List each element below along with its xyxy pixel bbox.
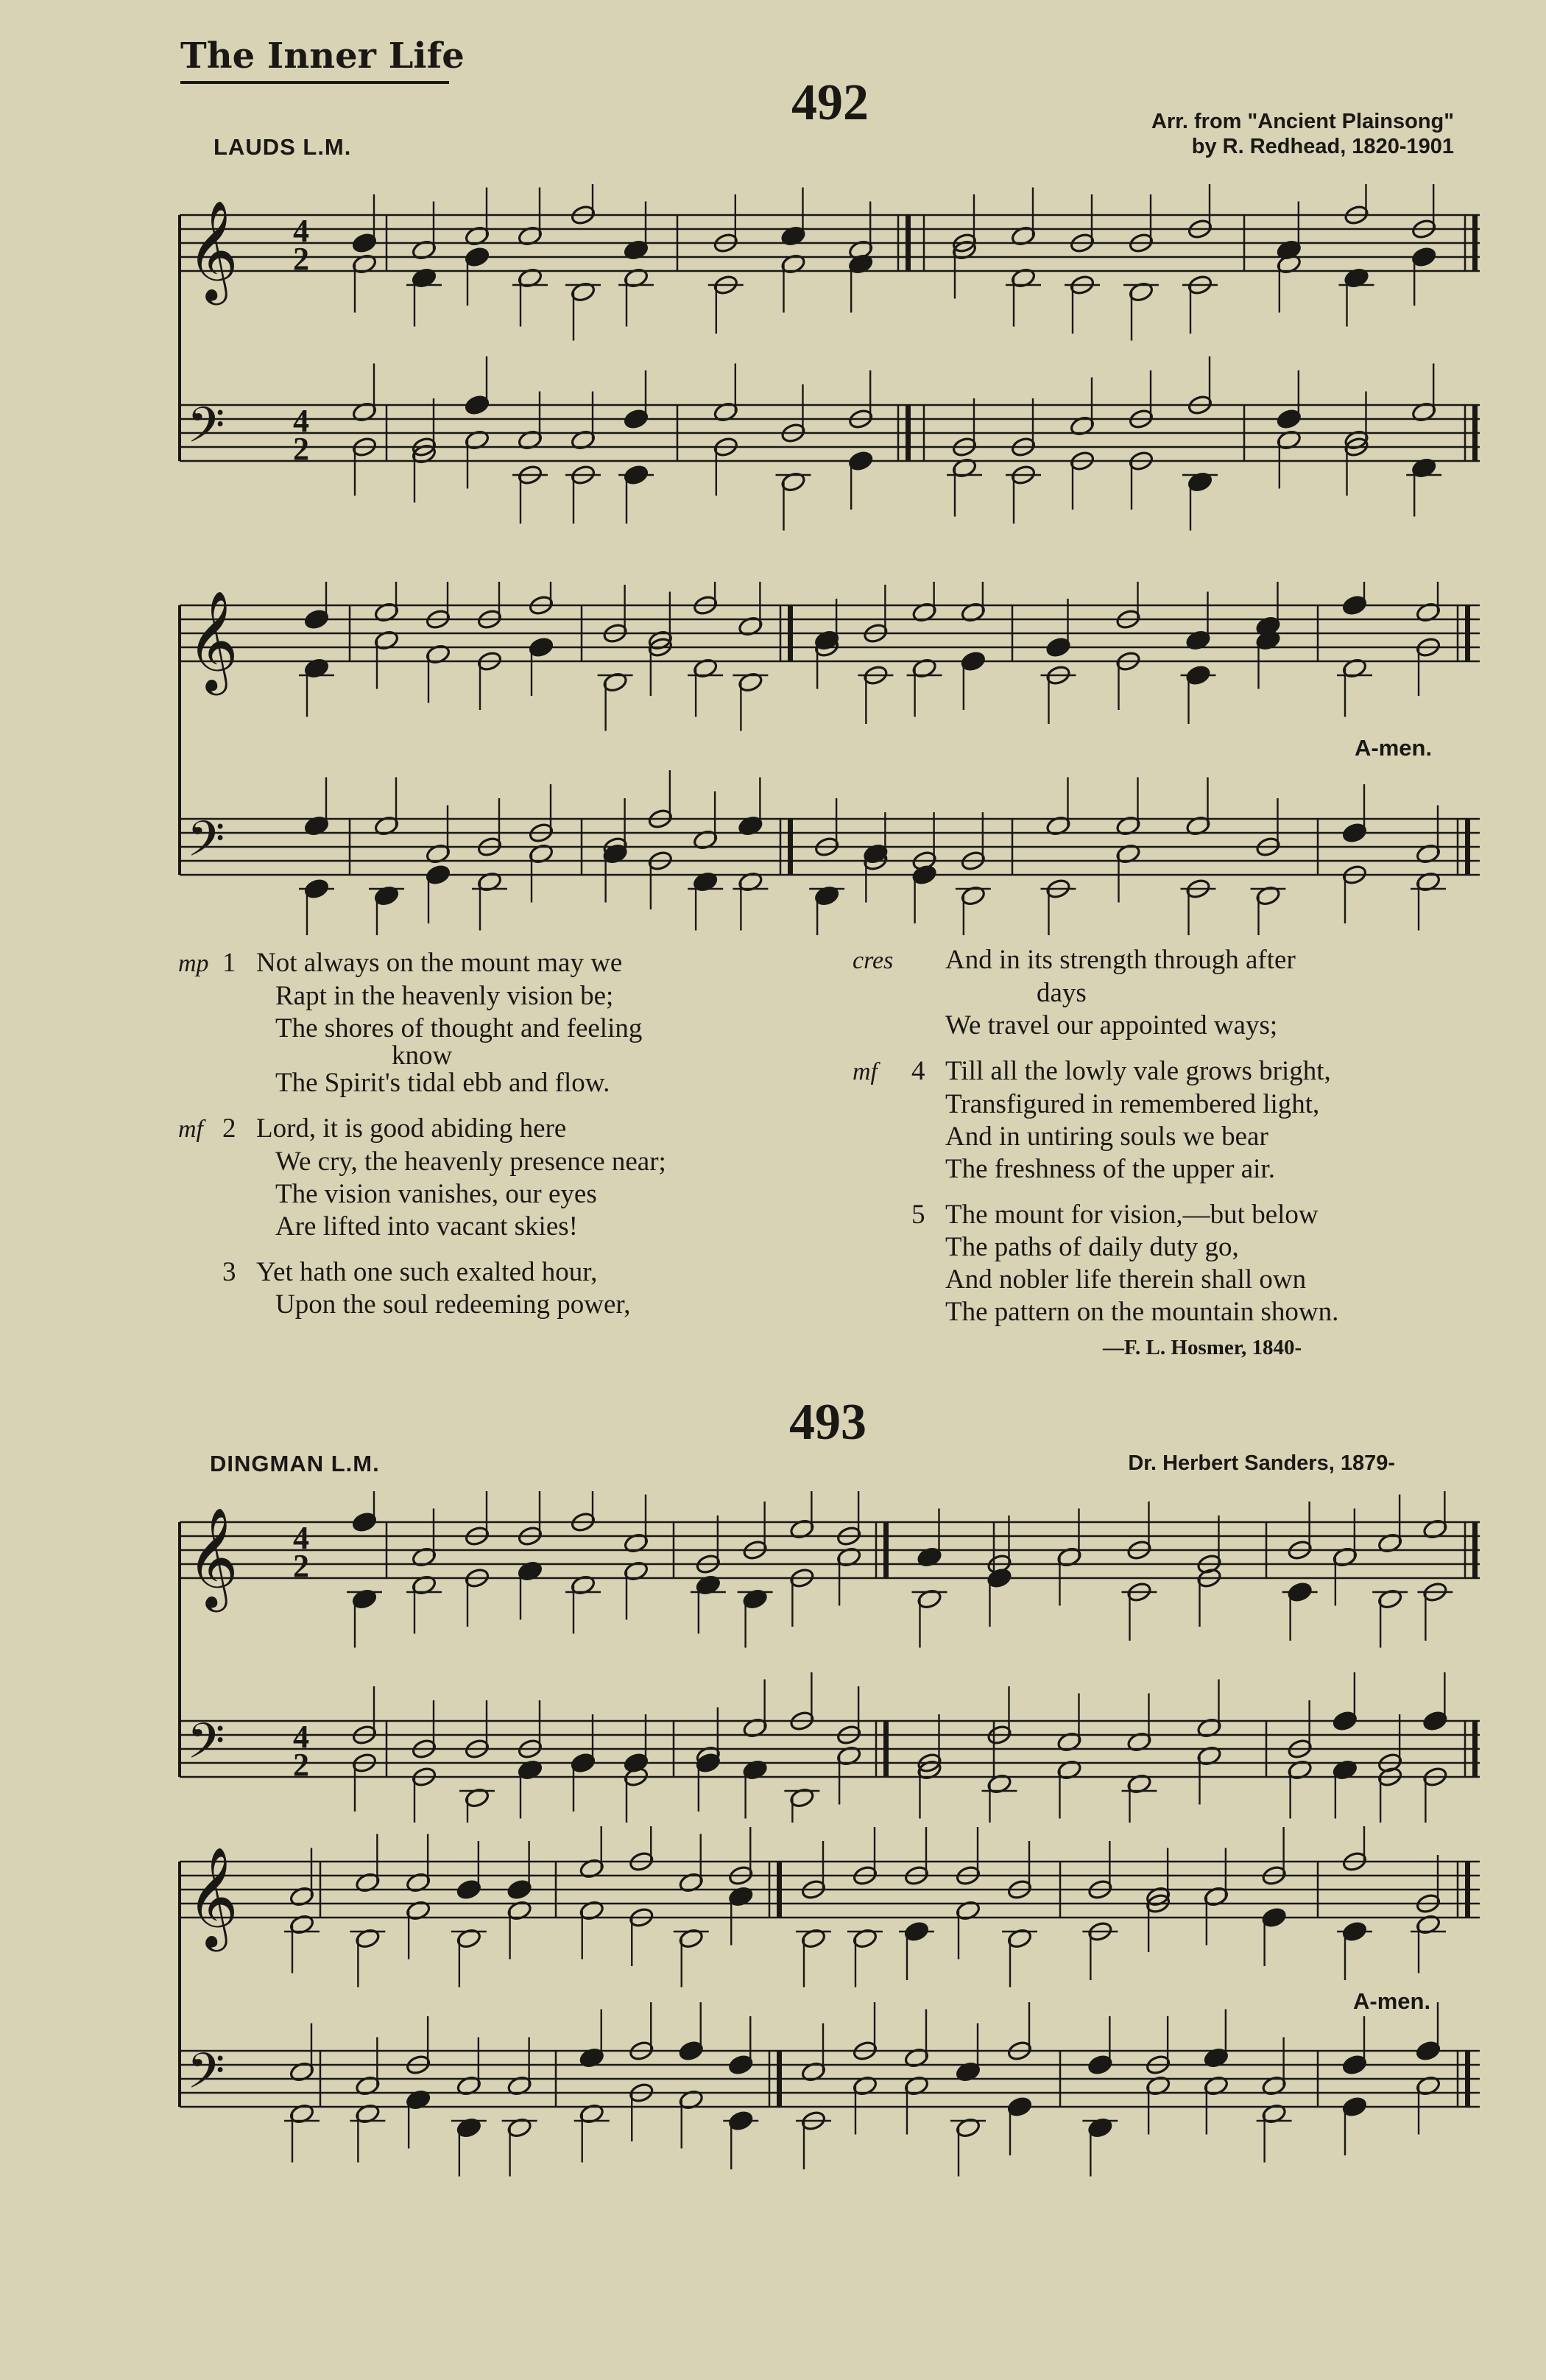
time-signature-top: 4 [293,1520,309,1556]
verse-5-number: 5 [911,1200,925,1230]
time-signature-top: 4 [293,403,309,439]
double-bar-line [1472,1522,1478,1578]
verse-3 [178,1256,666,1321]
hymn-493-credit: Dr. Herbert Sanders, 1879- [1128,1451,1395,1475]
verse-5 [853,1199,1338,1328]
verse-line: The freshness of the upper air. [945,1154,1275,1184]
double-bar-line [788,605,793,661]
time-signature-bottom: 2 [293,431,309,467]
section-title-rule [180,81,449,84]
double-bar-line [1465,1862,1470,1918]
verse-line: The shores of thought and feeling [275,1013,643,1043]
verse-line: Till all the lowly vale grows bright, [945,1056,1331,1086]
treble-clef: 𝄞 [187,1845,239,1947]
verse-2-number: 2 [222,1113,236,1144]
hymn-493-tune: DINGMAN L.M. [210,1451,380,1476]
hymn-492-credit-line2: by R. Redhead, 1820-1901 [1191,135,1454,158]
verse-line: know [392,1041,453,1071]
verse-1-number: 1 [222,948,236,978]
double-bar-line [883,1721,889,1777]
verse-line: Upon the soul redeeming power, [275,1289,631,1320]
double-bar-line [777,2051,782,2107]
verse-4 [853,1055,1338,1186]
verse-3-number: 3 [222,1257,236,1287]
hymn-492-tune: LAUDS L.M. [213,134,352,160]
verse-line: And in untiring souls we bear [945,1122,1268,1152]
bass-clef: 𝄢 [187,811,225,879]
double-bar-line [1465,819,1470,875]
hymn-492-credit-line1: Arr. from "Ancient Plainsong" [1151,110,1454,133]
verse-2 [178,1113,666,1243]
double-bar-line [788,819,793,875]
verse-3-cres: cres [853,947,894,974]
hymn-492-credit [939,109,1454,159]
hymn-493-amen: A-men. [1353,1988,1431,2014]
double-bar-line [777,1862,782,1918]
treble-clef: 𝄞 [187,1506,239,1608]
verse-3-continued [853,944,1338,1042]
verse-1 [178,947,666,1099]
hymn-492-amen: A-men. [1355,735,1433,761]
verse-line: The paths of daily duty go, [945,1232,1239,1262]
treble-clef: 𝄞 [187,589,239,691]
double-bar-line [883,1522,889,1578]
hymn-492-system-2 [177,582,1483,935]
verse-line: Rapt in the heavenly vision be; [275,981,614,1011]
verse-line: The Spirit's tidal ebb and flow. [275,1068,610,1098]
verse-line: Transfigured in remembered light, [945,1089,1320,1119]
hymn-493-system-2 [177,1826,1483,2180]
verse-line: The pattern on the mountain shown. [945,1297,1339,1327]
time-signature-top: 4 [293,213,309,249]
time-signature-bottom: 2 [293,1548,309,1584]
hymn-493-system-1 [177,1491,1483,1823]
hymn-492-number: 492 [791,74,869,131]
verse-line: The vision vanishes, our eyes [275,1179,597,1209]
time-signature-bottom: 2 [293,1747,309,1783]
bass-clef: 𝄢 [187,1713,225,1781]
verse-line: And in its strength through after [945,945,1296,975]
verse-line: We travel our appointed ways; [945,1010,1278,1041]
verse-1-dynamic: mp [178,950,209,977]
verse-line: Lord, it is good abiding here [256,1113,567,1144]
double-bar-line [1472,215,1478,271]
bass-clef: 𝄢 [187,2043,225,2111]
double-bar-line [1472,405,1478,461]
verse-2-dynamic: mf [178,1116,203,1143]
time-signature-top: 4 [293,1719,309,1755]
verse-line: days [1037,978,1087,1008]
verse-line: Yet hath one such exalted hour, [256,1257,598,1287]
double-bar-line [906,405,911,461]
time-signature-bottom: 2 [293,241,309,277]
verse-line: The mount for vision,—but below [945,1200,1319,1230]
verse-attribution: —F. L. Hosmer, 1840- [1103,1336,1302,1359]
double-bar-line [906,215,911,271]
section-title: The Inner Life [180,35,465,77]
verses-left-column [178,947,666,1321]
verse-line: Are lifted into vacant skies! [275,1211,578,1242]
hymn-493-number: 493 [789,1394,866,1451]
verse-4-dynamic: mf [853,1058,878,1085]
treble-clef: 𝄞 [187,199,239,300]
double-bar-line [1465,2051,1470,2107]
verse-line: We cry, the heavenly presence near; [275,1147,666,1177]
verse-4-number: 4 [911,1056,925,1086]
verse-line: Not always on the mount may we [256,948,623,978]
verse-line: And nobler life therein shall own [945,1264,1307,1295]
double-bar-line [1472,1721,1478,1777]
double-bar-line [1465,605,1470,661]
hymn-492-system-1 [177,184,1483,560]
verses-right-column [853,944,1338,1364]
bass-clef: 𝄢 [187,397,225,465]
